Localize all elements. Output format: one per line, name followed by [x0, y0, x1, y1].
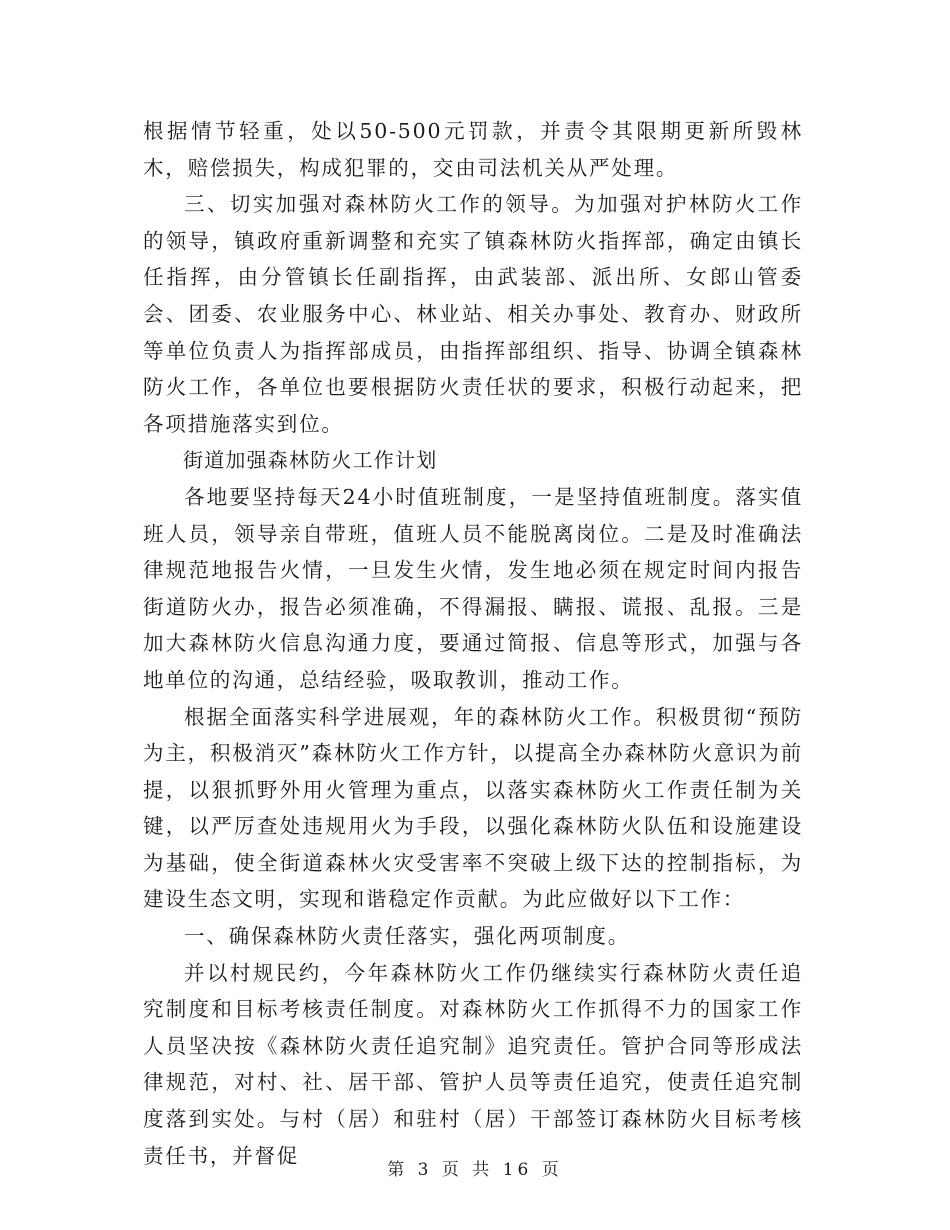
- document-body: [143, 113, 803, 1174]
- paragraph-responsibility: 并以村规民约，今年森林防火工作仍继续实行森林防火责任追究制度和目标考核责任制度。对森林防火工作抓得不力的国家工作人员坚决按《森林防火责任追究制》追究责任。管护合同等形成法律规范，对村、社、居干部、管护人员等责任追究，使责任追究制度落到实处。与村（居）和驻村（居）干部签订森林防火目标考核责任书，并督促: [143, 960, 803, 1168]
- paragraph-leadership: 三、切实加强对森林防火工作的领导。为加强对护林防火工作的领导，镇政府重新调整和充实了镇森林防火指挥部，确定由镇长任指挥，由分管镇长任副指挥，由武装部、派出所、女郎山管委会、团委、农业服务中心、林业站、相关办事处、教育办、财政所等单位负责人为指挥部成员，由指挥部组织、指导、协调全镇森林防火工作，各单位也要根据防火责任状的要求，积极行动起来，把各项措施落实到位。: [143, 192, 803, 436]
- section-heading: 街道加强森林防火工作计划: [183, 448, 438, 473]
- paragraph-section-one-title: 一、确保森林防火责任落实，强化两项制度。: [184, 924, 630, 949]
- paragraph-guiding-principle: 根据全面落实科学进展观，年的森林防火工作。积极贯彻“预防为主，积极消灭”森林防火工作方针，以提高全办森林防火意识为前提，以狠抓野外用火管理为重点，以落实森林防火工作责任制为关键，以严厉查处违规用火为手段，以强化森林防火队伍和设施建设为基础，使全街道森林火灾受害率不突破上级下达的控制指标，为建设生态文明，实现和谐稳定作贡献。为此应做好以下工作：: [143, 704, 803, 912]
- paragraph-penalty-continuation: 根据情节轻重，处以50-500元罚款，并责令其限期更新所毁林木，赔偿损失，构成犯罪的，交由司法机关从严处理。: [143, 119, 803, 180]
- page-number-footer: 第 3 页 共 16 页: [387, 1160, 563, 1180]
- paragraph-duty-system: 各地要坚持每天24小时值班制度，一是坚持值班制度。落实值班人员，领导亲自带班，值班人员不能脱离岗位。二是及时准确法律规范地报告火情，一旦发生火情，发生地必须在规定时间内报告街道防火办，报告必须准确，不得漏报、瞒报、谎报、乱报。三是加大森林防火信息沟通力度，要通过简报、信息等形式，加强与各地单位的沟通，总结经验，吸取教训，推动工作。: [143, 484, 803, 692]
